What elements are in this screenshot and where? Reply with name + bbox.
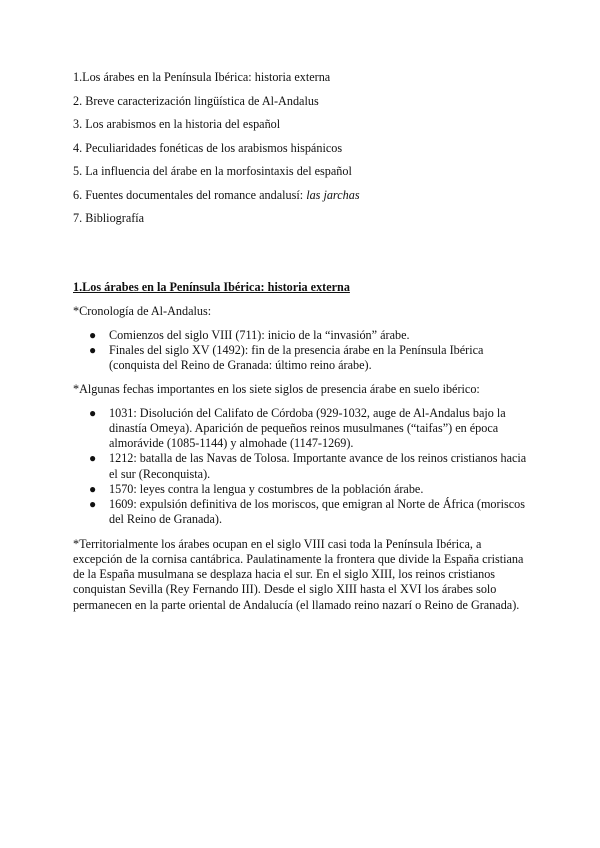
list-item: ● Comienzos del siglo VIII (711): inicio de la “invasión” árabe.	[89, 327, 410, 342]
toc-item-1: 1.Los árabes en la Península Ibérica: historia externa	[73, 70, 331, 84]
list-item: ● 1212: batalla de las Navas de Tolosa. Importante avance de los reinos cristianos hacia el sur (Reconquista).	[89, 451, 527, 481]
bullet-icon: ●	[89, 481, 97, 496]
table-of-contents	[73, 70, 543, 235]
cronologia-label: *Cronología de Al-Andalus:	[73, 304, 212, 319]
territorial-paragraph: *Territorialmente los árabes ocupan en el siglo VIII casi toda la Península Ibérica, a excepción de la cornisa cantábrica. Paulatinamente la frontera que divide la España cristiana de la España musulmana se desplaza hacia el sur. En el siglo XIII, los reinos cristianos conquistan Sevilla (Rey Fernando III). Desde el siglo XIII hasta el XVI los árabes solo permanecen en la parte oriental de Andalucía (el llamado reino nazarí o Reino de Granada).	[73, 536, 524, 612]
toc-item-2: 2. Breve caracterización lingüística de Al-Andalus	[73, 93, 319, 108]
list-item: ● 1609: expulsión definitiva de los moriscos, que emigran al Norte de África (moriscos del Reino de Granada).	[89, 497, 525, 527]
fechas-list	[73, 406, 533, 528]
list-item: ● 1031: Disolución del Califato de Córdoba (929-1032, auge de Al-Andalus bajo la dinastía Omeya). Aparición de pequeños reinos musulmanes (“taifas”) en época almorávide (1085-1144) y almohade (1147-1269).	[89, 405, 506, 450]
fechas-label: *Algunas fechas importantes en los siete siglos de presencia árabe en suelo ibérico:	[73, 382, 480, 397]
list-item: ● 1570: leyes contra la lengua y costumbres de la población árabe.	[89, 481, 424, 496]
toc-item-4: 4. Peculiaridades fonéticas de los arabismos hispánicos	[73, 140, 343, 155]
toc-item-3: 3. Los arabismos en la historia del español	[73, 117, 281, 131]
toc-item-7: 7. Bibliografía	[73, 211, 145, 225]
toc-item-5: 5. La influencia del árabe en la morfosintaxis del español	[73, 164, 352, 178]
bullet-icon: ●	[89, 451, 97, 466]
cronologia-list	[73, 328, 533, 374]
toc-item-6: 6. Fuentes documentales del romance andalusí: las jarchas	[73, 187, 360, 202]
list-item: ● Finales del siglo XV (1492): fin de la presencia árabe en la Península Ibérica (conquista del Reino de Granada: último reino árabe).	[89, 342, 484, 372]
bullet-icon: ●	[89, 497, 97, 511]
bullet-icon: ●	[89, 405, 97, 420]
section-1	[73, 280, 533, 621]
bullet-icon: ●	[89, 327, 97, 342]
bullet-icon: ●	[89, 342, 97, 357]
section-heading: 1.Los árabes en la Península Ibérica: historia externa	[73, 280, 350, 294]
toc-item-6-italic: las jarchas	[306, 187, 360, 202]
